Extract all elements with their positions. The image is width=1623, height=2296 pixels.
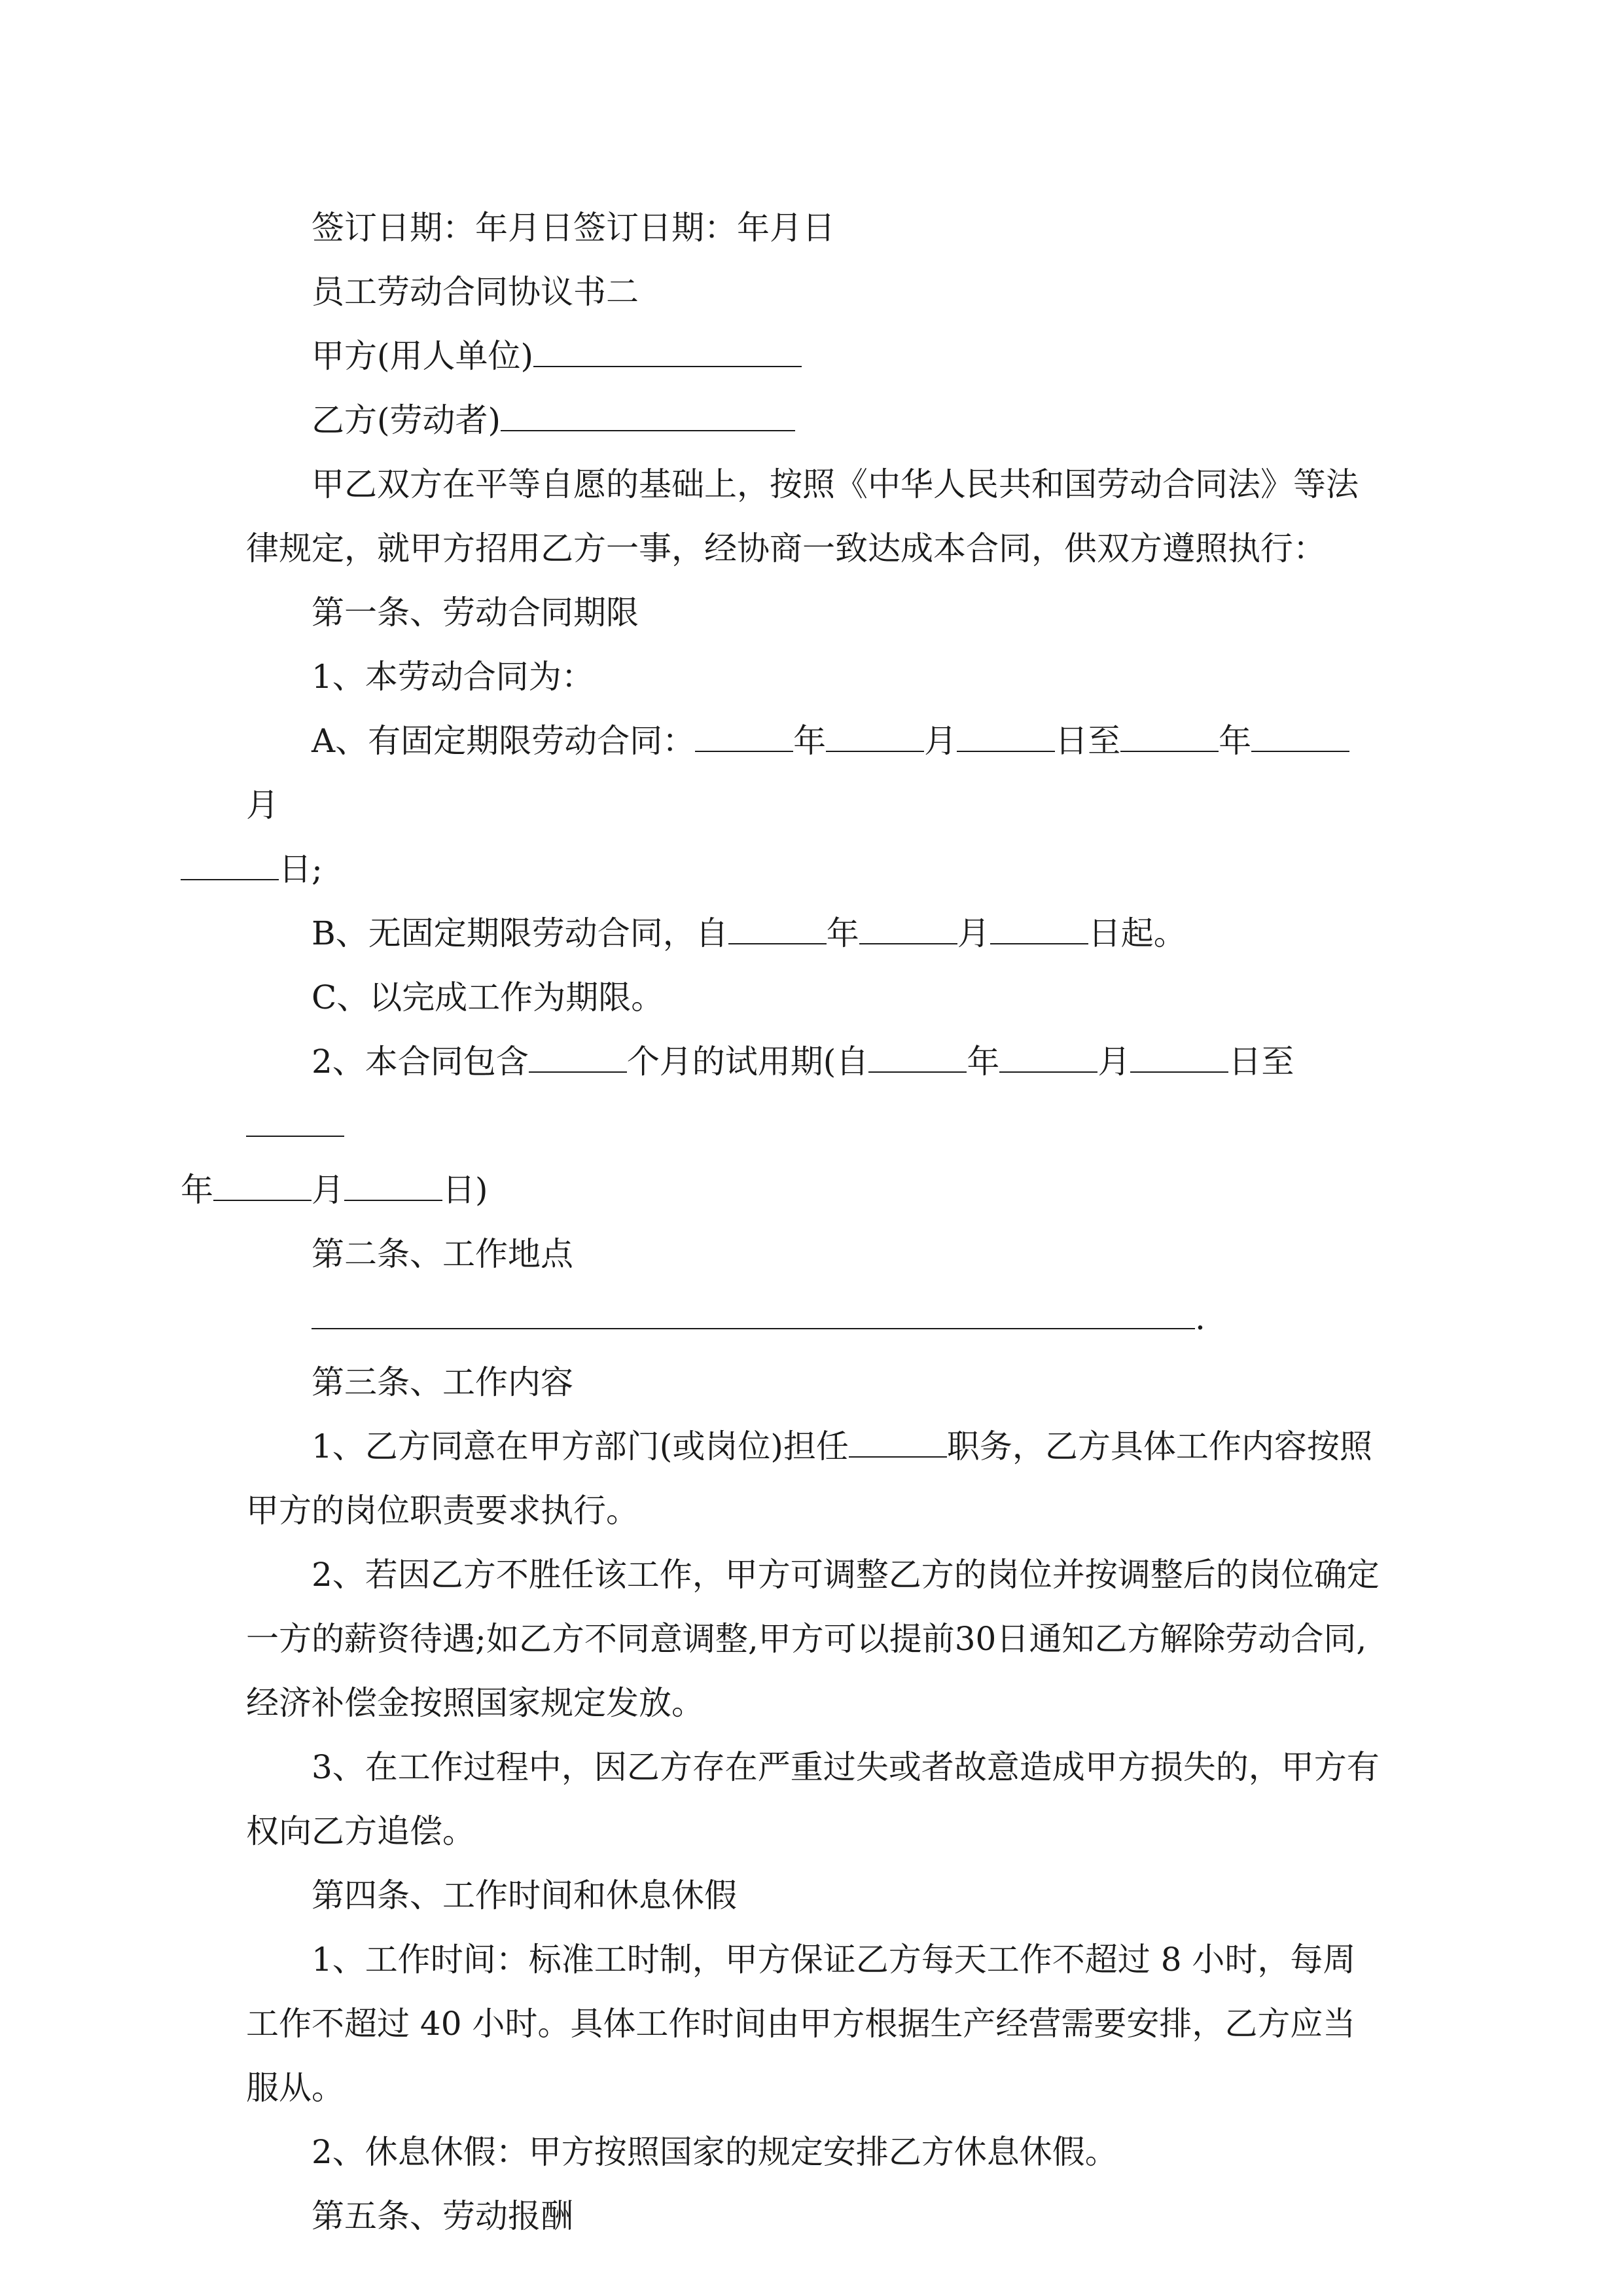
unit-month: 月 (1097, 1043, 1131, 1081)
option-b-prefix: B、无固定期限劳动合同，自 (312, 914, 728, 952)
article-5-title: 第五条、劳动报酬 (312, 2197, 573, 2235)
article-4-item-2: 2、休息休假：甲方按照国家的规定安排乙方休息休假。 (312, 2133, 1118, 2171)
work-location-blank (312, 1299, 1195, 1329)
blank (529, 1043, 627, 1073)
position-blank (849, 1427, 947, 1458)
article-3-item-1 (246, 1414, 1382, 1543)
blank (728, 914, 827, 944)
blank (859, 914, 957, 944)
blank (999, 1043, 1097, 1073)
unit-year: 年 (793, 722, 827, 760)
unit-month: 月 (246, 786, 279, 824)
unit-day-to: 日至 (1055, 722, 1121, 760)
contract-subtitle: 员工劳动合同协议书二 (312, 273, 639, 311)
article-4-item-1: 1、工作时间：标准工时制，甲方保证乙方每天工作不超过 8 小时，每周工作不超过 40 小时。具体工作时间由甲方根据生产经营需要安排，乙方应当服从。 (246, 1941, 1356, 2107)
period: . (1195, 1299, 1205, 1337)
unit-day-start: 日起。 (1088, 914, 1186, 952)
article-1-item-1: 1、本劳动合同为： (312, 658, 594, 696)
blank (957, 722, 1055, 752)
article-1-option-a (246, 709, 1382, 901)
article-3-item-2: 2、若因乙方不胜任该工作，甲方可调整乙方的岗位并按调整后的岗位确定一方的薪资待遇;如乙方不同意调整,甲方可以提前30日通知乙方解除劳动合同,经济补偿金按照国家规定发放。 (246, 1556, 1380, 1722)
blank (181, 850, 279, 880)
blank (868, 1043, 967, 1073)
unit-day: 日; (279, 850, 323, 888)
blank (1130, 1043, 1228, 1073)
unit-year: 年 (1219, 722, 1252, 760)
unit-month: 月 (924, 722, 957, 760)
blank (826, 722, 924, 752)
article-1-title: 第一条、劳动合同期限 (312, 594, 639, 632)
party-b-line (246, 388, 1382, 452)
blank (695, 722, 793, 752)
article-3-item-3: 3、在工作过程中，因乙方存在严重过失或者故意造成甲方损失的，甲方有权向乙方追偿。 (246, 1748, 1380, 1850)
unit-day-to: 日至 (1228, 1043, 1294, 1081)
article-3-title: 第三条、工作内容 (312, 1363, 573, 1401)
intro-paragraph: 甲乙双方在平等自愿的基础上，按照《中华人民共和国劳动合同法》等法律规定，就甲方招用乙方一事，经协商一致达成本合同，供双方遵照执行： (246, 465, 1359, 567)
blank (1251, 722, 1349, 752)
item-2-prefix: 2、本合同包含 (312, 1043, 529, 1081)
item-1-suffix: 职务，乙方具体工作内容按照甲方的岗位职责要求执行。 (246, 1427, 1372, 1530)
article-1-option-c: C、以完成工作为期限。 (312, 978, 664, 1016)
unit-year: 年 (826, 914, 859, 952)
party-a-blank (533, 337, 802, 367)
party-b-label: 乙方(劳动者) (312, 401, 501, 439)
unit-year: 年 (181, 1171, 213, 1209)
blank (246, 1107, 344, 1137)
article-2-title: 第二条、工作地点 (312, 1235, 573, 1273)
blank (990, 914, 1088, 944)
article-1-item-2 (181, 1030, 1382, 1222)
blank (1120, 722, 1219, 752)
unit-day-close: 日) (442, 1171, 488, 1209)
item-2-mid: 个月的试用期(自 (626, 1043, 869, 1081)
document-body (181, 196, 1382, 2248)
unit-year: 年 (967, 1043, 1000, 1081)
article-1-option-b (246, 901, 1382, 965)
party-b-blank (501, 401, 795, 431)
work-location-line (246, 1286, 1382, 1350)
party-a-line (246, 324, 1382, 388)
party-a-label: 甲方(用人单位) (312, 337, 534, 375)
option-a-prefix: A、有固定期限劳动合同： (312, 722, 696, 760)
blank (344, 1171, 442, 1201)
item-1-prefix: 1、乙方同意在甲方部门(或岗位)担任 (312, 1427, 849, 1465)
signing-date-line: 签订日期：年月日签订日期：年月日 (312, 209, 835, 247)
unit-month: 月 (957, 914, 990, 952)
blank (213, 1171, 312, 1201)
unit-month: 月 (312, 1171, 344, 1209)
article-4-title: 第四条、工作时间和休息休假 (312, 1876, 737, 1914)
